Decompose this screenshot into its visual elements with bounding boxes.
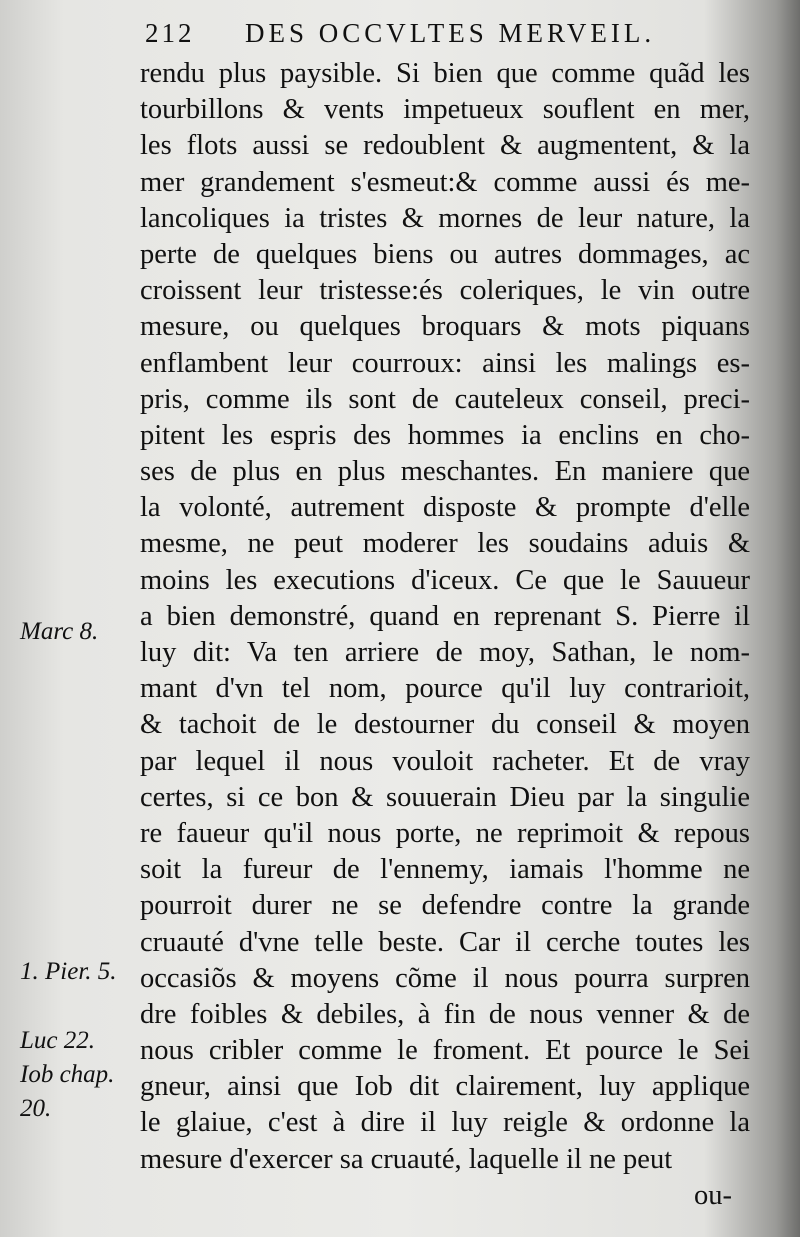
text-line: mesure, ou quelques broquars & mots piquans xyxy=(140,311,750,343)
page-number: 212 xyxy=(145,18,195,48)
text-line: mesure d'exercer sa cruauté, laquelle il ne peut xyxy=(140,1143,673,1175)
text-line: la volonté, autrement disposte & prompte d'elle xyxy=(140,492,750,524)
margin-note-iob-num: 20. xyxy=(20,1095,52,1122)
text-line: a bien demonstré, quand en reprenant S. Pierre il xyxy=(140,600,750,632)
margin-note-pierre: 1. Pier. 5. xyxy=(20,958,117,985)
text-line: rendu plus paysible. Si bien que comme quãd les xyxy=(140,58,750,89)
text-line: tourbillons & vents impetueux souflent en mer, xyxy=(140,94,750,126)
text-line: mant d'vn tel nom, pource qu'il luy contrarioit, xyxy=(140,673,750,705)
text-line: par lequel il nous vouloit racheter. Et de vray xyxy=(140,745,750,777)
text-line: dre foibles & debiles, à fin de nous venner & de xyxy=(140,998,750,1030)
text-line: lancoliques ia tristes & mornes de leur nature, la xyxy=(140,202,750,234)
text-line: croissent leur tristesse:és coleriques, le vin outre xyxy=(140,275,750,307)
text-line: & tachoit de le destourner du conseil & moyen xyxy=(140,709,750,741)
text-line: luy dit: Va ten arriere de moy, Sathan, le nom- xyxy=(140,637,750,668)
text-line: pris, comme ils sont de cauteleux conseil, preci- xyxy=(140,383,750,415)
text-line: ses de plus en plus meschantes. En maniere que xyxy=(140,456,750,488)
margin-note-luc: Luc 22. xyxy=(20,1027,95,1054)
text-line: re faueur qu'il nous porte, ne reprimoit & repous xyxy=(140,817,750,849)
text-line: pitent les espris des hommes ia enclins en cho- xyxy=(140,419,750,451)
catchword: ou- xyxy=(694,1179,732,1211)
text-line: gneur, ainsi que Iob dit clairement, luy applique xyxy=(140,1071,750,1103)
text-line: mer grandement s'esmeut:& comme aussi és me- xyxy=(140,166,750,198)
text-line: enflambent leur courroux: ainsi les malings es- xyxy=(140,347,750,379)
text-line: le glaiue, c'est à dire il luy reigle & ordonne la xyxy=(140,1107,750,1139)
text-line: les flots aussi se redoublent & augmentent, & la xyxy=(140,130,750,162)
text-line: nous cribler comme le froment. Et pource le Sei xyxy=(140,1035,750,1067)
margin-note-marc: Marc 8. xyxy=(20,618,99,645)
text-line: mesme, ne peut moderer les soudains aduis & xyxy=(140,528,750,560)
text-line: soit la fureur de l'ennemy, iamais l'homme ne xyxy=(140,854,750,886)
text-line: certes, si ce bon & souuerain Dieu par la singulie xyxy=(140,781,750,813)
text-line: cruauté d'vne telle beste. Car il cerche toutes les xyxy=(140,926,750,958)
text-line: moins les executions d'iceux. Ce que le Sauueur xyxy=(140,564,750,596)
page-header xyxy=(145,18,685,58)
running-title: DES OCCVLTES MERVEIL. xyxy=(245,18,656,48)
margin-note-iob: Iob chap. xyxy=(20,1061,115,1088)
text-line: occasiõs & moyens cõme il nous pourra surpren xyxy=(140,962,750,994)
text-line: pourroit durer ne se defendre contre la grande xyxy=(140,890,750,922)
text-line: perte de quelques biens ou autres dommages, ac xyxy=(140,238,750,270)
body-text xyxy=(140,56,750,1214)
